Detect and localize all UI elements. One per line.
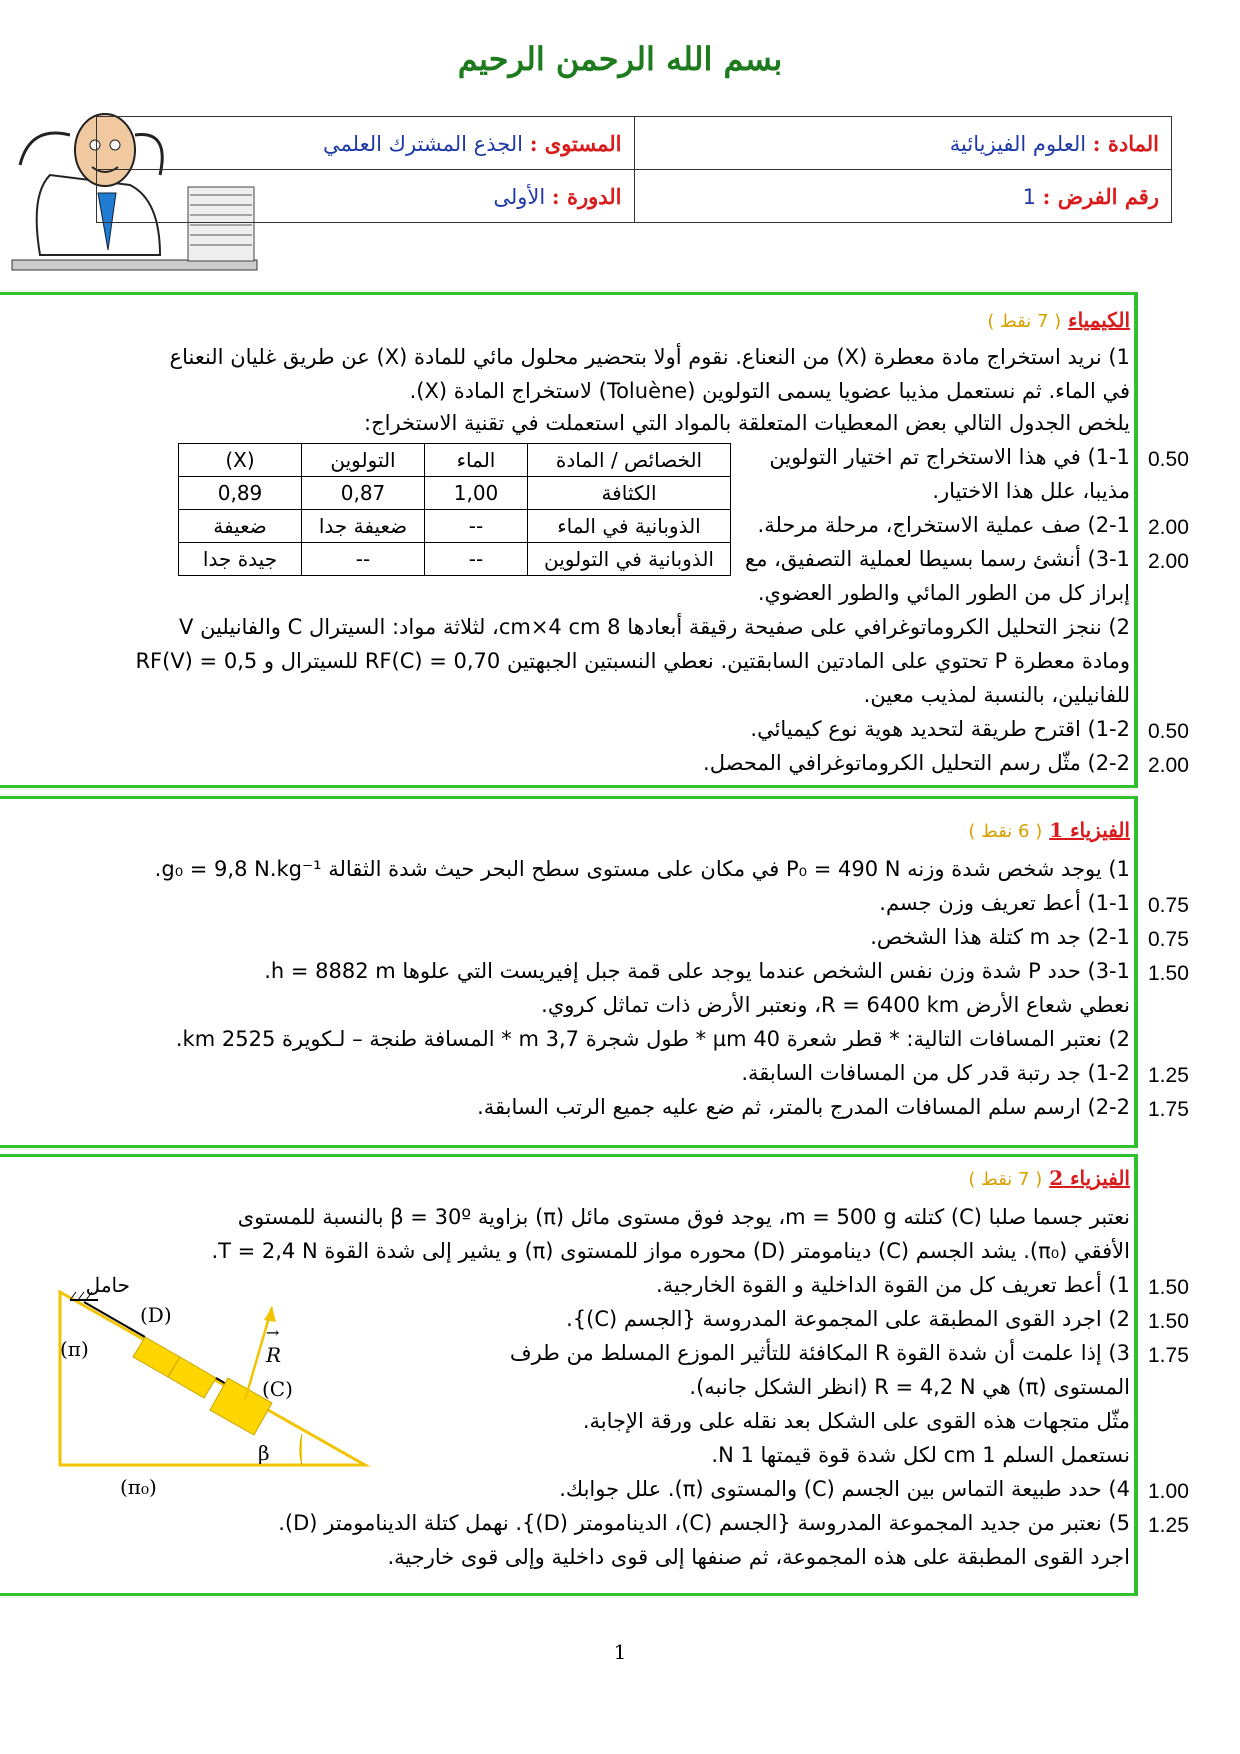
table-row bbox=[179, 510, 731, 543]
inclined-plane-figure bbox=[40, 1262, 380, 1502]
mark: 2.00 bbox=[1148, 754, 1189, 777]
mark: 1.25 bbox=[1148, 1064, 1189, 1087]
phys2-line: نعتبر جسما صلبا (C) كتلته m = 500 g، يوجد فوق مستوى مائل (π) بزاوية β = 30º بالنسبة للمستوى bbox=[237, 1205, 1130, 1229]
chem-line: 1) نريد استخراج مادة معطرة (X) من النعناع. نقوم أولا بتحضير محلول مائي للمادة (X) عن طريق غليان النعناع bbox=[169, 345, 1130, 369]
level-cell bbox=[97, 117, 635, 170]
table-cell: 1,00 bbox=[425, 477, 528, 510]
phys1-line: 1) يوجد شخص شدة وزنه P₀ = 490 N في مكان على مستوى سطح البحر حيث شدة الثقالة g₀ = 9,8 N.kg⁻¹. bbox=[154, 857, 1130, 881]
table-cell: -- bbox=[302, 543, 425, 576]
chem-line: 2-2) مثّل رسم التحليل الكروماتوغرافي المحصل. bbox=[703, 751, 1130, 775]
phys1-line: 2-1) جد m كتلة هذا الشخص. bbox=[870, 925, 1130, 949]
chem-line: يلخص الجدول التالي بعض المعطيات المتعلقة بالمواد التي استعملت في تقنية الاستخراج: bbox=[364, 411, 1130, 435]
phys2-line: اجرد القوى المطبقة على هذه المجموعة، ثم صنفها إلى قوى داخلية وإلى قوى خارجية. bbox=[387, 1545, 1130, 1569]
header-table bbox=[96, 116, 1172, 223]
subject-cell bbox=[634, 117, 1172, 170]
chem-line: 2-1) صف عملية الاستخراج، مرحلة مرحلة. bbox=[757, 513, 1130, 537]
mark: 2.00 bbox=[1148, 550, 1189, 573]
phys1-line: نعطي شعاع الأرض R = 6400 km، ونعتبر الأرض ذات تماثل كروي. bbox=[541, 993, 1130, 1017]
chemistry-points: ( 7 نقط ) bbox=[987, 311, 1062, 332]
substances-table bbox=[178, 443, 731, 576]
physics2-points: ( 7 نقط ) bbox=[968, 1169, 1043, 1190]
mark: 1.75 bbox=[1148, 1098, 1189, 1121]
chemistry-title-text: الكيمياء bbox=[1068, 308, 1130, 332]
mark: 0.50 bbox=[1148, 720, 1189, 743]
phys2-line: 3) إذا علمت أن شدة القوة R المكافئة للتأثير الموزع المسلط من طرف bbox=[509, 1341, 1130, 1365]
horizontal-plane-label: (π₀) bbox=[120, 1475, 157, 1499]
exam-number-cell bbox=[634, 170, 1172, 223]
chem-line: في الماء. ثم نستعمل مذيبا عضويا يسمى التولوين (Toluène) لاستخراج المادة (X). bbox=[409, 379, 1130, 403]
chem-line: للفانيلين، بالنسبة لمذيب معين. bbox=[863, 683, 1130, 707]
physics2-title bbox=[968, 1166, 1130, 1190]
phys2-line: نستعمل السلم 1 cm لكل شدة قوة قيمتها 1 N. bbox=[711, 1443, 1130, 1467]
subject-value: العلوم الفيزيائية bbox=[949, 131, 1087, 156]
table-cell: الكثافة bbox=[528, 477, 731, 510]
mark: 0.75 bbox=[1148, 894, 1189, 917]
session-label: الدورة : bbox=[551, 183, 622, 209]
table-cell: -- bbox=[425, 543, 528, 576]
physics2-title-text: الفيزياء 2 bbox=[1049, 1166, 1130, 1190]
table-cell: 0,87 bbox=[302, 477, 425, 510]
physics1-points: ( 6 نقط ) bbox=[968, 821, 1043, 842]
mark: 1.50 bbox=[1148, 962, 1189, 985]
phys2-line: 1) أعط تعريف كل من القوة الداخلية و القوة الخارجية. bbox=[656, 1273, 1130, 1297]
table-cell: -- bbox=[425, 510, 528, 543]
phys1-line: 2) نعتبر المسافات التالية: * قطر شعرة 40 µm * طول شجرة 3,7 m * المسافة طنجة – لـكويرة 2525 km. bbox=[175, 1027, 1130, 1051]
phys1-line: 3-1) حدد P شدة وزن نفس الشخص عندما يوجد على قمة جبل إفيريست التي علوها h = 8882 m. bbox=[264, 959, 1130, 983]
session-value: الأولى bbox=[493, 184, 546, 209]
chem-line: 3-1) أنشئ رسما بسيطا لعملية التصفيق، مع bbox=[745, 547, 1130, 571]
chem-line: 2) ننجز التحليل الكروماتوغرافي على صفيحة رقيقة أبعادها 8 cm×4 cm، لثلاثة مواد: السيترال C والفانيلين V bbox=[179, 615, 1130, 639]
mark: 2.00 bbox=[1148, 516, 1189, 539]
phys2-line: مثّل متجهات هذه القوى على الشكل بعد نقله على ورقة الإجابة. bbox=[582, 1409, 1130, 1433]
beta-label: β bbox=[258, 1441, 270, 1465]
table-cell: ضعيفة جدا bbox=[302, 510, 425, 543]
phys2-line: 5) نعتبر من جديد المجموعة المدروسة {الجسم (C)، الدينامومتر (D)}. نهمل كتلة الدينامومتر (D). bbox=[278, 1511, 1130, 1535]
chem-line: 1-1) في هذا الاستخراج تم اختيار التولوين bbox=[769, 445, 1130, 469]
phys2-line: الأفقي (π₀). يشد الجسم (C) دينامومتر (D) محوره مواز للمستوى (π) و يشير إلى شدة القوة T = 2,4 N. bbox=[211, 1239, 1130, 1263]
exam-number-value: 1 bbox=[1022, 184, 1036, 209]
svg-text:→: → bbox=[266, 1323, 280, 1342]
table-header-cell: التولوين bbox=[302, 444, 425, 477]
chem-line: 1-2) اقترح طريقة لتحديد هوية نوع كيميائي. bbox=[750, 717, 1130, 741]
exam-number-label: رقم الفرض : bbox=[1042, 183, 1159, 209]
dynamometer-label: (D) bbox=[140, 1303, 172, 1327]
table-cell: ضعيفة bbox=[179, 510, 302, 543]
table-cell: الذوبانية في التولوين bbox=[528, 543, 731, 576]
angle-beta-mark bbox=[300, 1434, 302, 1465]
table-cell: 0,89 bbox=[179, 477, 302, 510]
mark: 1.50 bbox=[1148, 1310, 1189, 1333]
level-value: الجذع المشترك العلمي bbox=[323, 131, 524, 156]
table-header-cell: الخصائص / المادة bbox=[528, 444, 731, 477]
mark: 1.25 bbox=[1148, 1514, 1189, 1537]
phys2-line: المستوى (π) هي R = 4,2 N (انظر الشكل جانبه). bbox=[689, 1375, 1130, 1399]
chem-line: إبراز كل من الطور المائي والطور العضوي. bbox=[757, 581, 1130, 605]
chem-line: مذيبا، علل هذا الاختيار. bbox=[932, 479, 1130, 503]
mark: 1.75 bbox=[1148, 1344, 1189, 1367]
plane-pi-label: (π) bbox=[60, 1337, 89, 1361]
physics1-title-text: الفيزياء 1 bbox=[1049, 818, 1130, 842]
force-r-label: R bbox=[266, 1343, 282, 1367]
table-header-cell: (X) bbox=[179, 444, 302, 477]
mark: 1.50 bbox=[1148, 1276, 1189, 1299]
table-cell: جيدة جدا bbox=[179, 543, 302, 576]
phys2-line: 2) اجرد القوى المطبقة على المجموعة المدروسة {الجسم (C)}. bbox=[566, 1307, 1130, 1331]
table-header-cell: الماء bbox=[425, 444, 528, 477]
body-c-label: (C) bbox=[262, 1377, 293, 1401]
page-number: 1 bbox=[613, 1640, 627, 1664]
table-cell: الذوبانية في الماء bbox=[528, 510, 731, 543]
phys2-line: 4) حدد طبيعة التماس بين الجسم (C) والمستوى (π). علل جوابك. bbox=[559, 1477, 1130, 1501]
mark: 1.00 bbox=[1148, 1480, 1189, 1503]
physics1-title bbox=[968, 818, 1130, 842]
support-label: حامل bbox=[85, 1273, 130, 1297]
subject-label: المادة : bbox=[1092, 130, 1159, 156]
session-cell bbox=[97, 170, 635, 223]
level-label: المستوى : bbox=[529, 130, 622, 156]
table-row bbox=[179, 477, 731, 510]
chemistry-title bbox=[987, 308, 1130, 332]
phys1-line: 1-2) جد رتبة قدر كل من المسافات السابقة. bbox=[741, 1061, 1130, 1085]
table-row bbox=[179, 543, 731, 576]
mark: 0.50 bbox=[1148, 448, 1189, 471]
mark: 0.75 bbox=[1148, 928, 1189, 951]
phys1-line: 1-1) أعط تعريف وزن جسم. bbox=[879, 891, 1130, 915]
phys1-line: 2-2) ارسم سلم المسافات المدرج بالمتر، ثم ضع عليه جميع الرتب السابقة. bbox=[477, 1095, 1130, 1119]
bismillah-heading: بسم الله الرحمن الرحيم bbox=[457, 40, 783, 78]
chem-line: ومادة معطرة P تحتوي على المادتين السابقتين. نعطي النسبتين الجبهتين RF(C) = 0,70 للسيترال و 0,5 = RF(V) bbox=[135, 649, 1130, 673]
